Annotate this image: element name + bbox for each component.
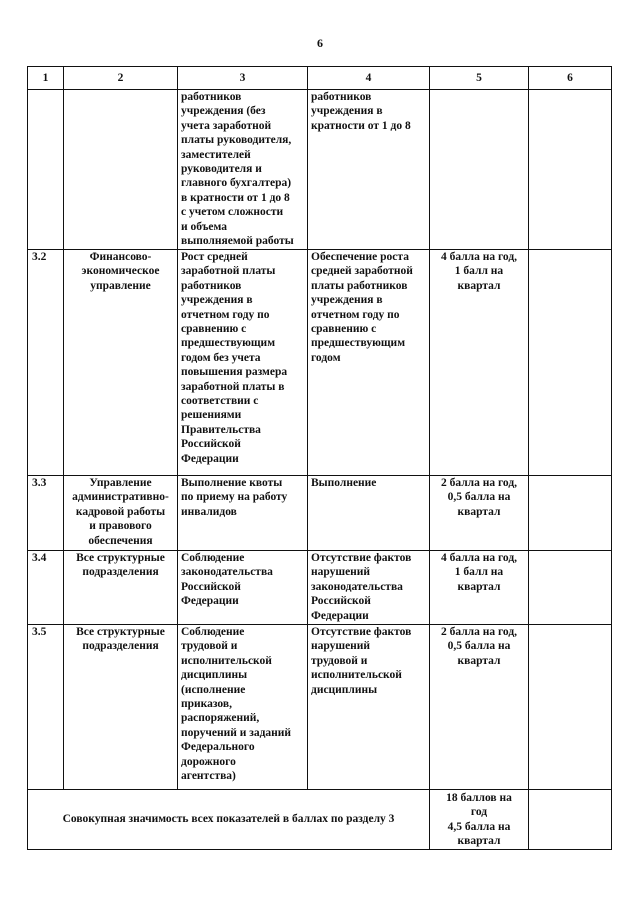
header-cell-6: 6: [529, 67, 612, 90]
note-cell: [529, 625, 612, 790]
score-text: 4 балла на год, 1 балл на квартал: [430, 250, 529, 476]
criterion-text: работников учреждения в кратности от 1 до 8: [308, 90, 430, 250]
header-cell-3: 3: [178, 67, 308, 90]
row-number: 3.5: [28, 625, 64, 790]
score-text: 4 балла на год, 1 балл на квартал: [430, 551, 529, 625]
header-cell-4: 4: [308, 67, 430, 90]
indicator-text: работников учреждения (без учета заработной платы руководителя, заместителей руководителя и главного бухгалтера) в кратности от 1 до 8 с учетом сложности и объема выполняемой работы: [178, 90, 308, 250]
criterion-text: Отсутствие фактов нарушений законодательства Российской Федерации: [308, 551, 430, 625]
row-number: 3.2: [28, 250, 64, 476]
table-row: [28, 476, 612, 551]
table-row: [28, 90, 612, 250]
header-cell-2: 2: [64, 67, 178, 90]
header-cell-1: 1: [28, 67, 64, 90]
table-row: [28, 551, 612, 625]
score-text: [430, 90, 529, 250]
note-cell: [529, 250, 612, 476]
note-cell: [529, 90, 612, 250]
score-text: 2 балла на год, 0,5 балла на квартал: [430, 625, 529, 790]
note-cell: [529, 476, 612, 551]
responsible-unit: Все структурные подразделения: [64, 625, 178, 790]
responsible-unit: Управление административно- кадровой работы и правового обеспечения: [64, 476, 178, 551]
responsible-unit: [64, 90, 178, 250]
indicator-text: Соблюдение трудовой и исполнительской дисциплины (исполнение приказов, распоряжений, поручений и заданий Федерального дорожного агентства): [178, 625, 308, 790]
row-number: 3.4: [28, 551, 64, 625]
header-cell-5: 5: [430, 67, 529, 90]
criterion-text: Выполнение: [308, 476, 430, 551]
row-number: 3.3: [28, 476, 64, 551]
score-text: 2 балла на год, 0,5 балла на квартал: [430, 476, 529, 551]
note-cell: [529, 551, 612, 625]
criterion-text: Обеспечение роста средней заработной платы работников учреждения в отчетном году по сравнению с предшествующим годом: [308, 250, 430, 476]
table-row: [28, 625, 612, 790]
indicator-text: Рост средней заработной платы работников учреждения в отчетном году по сравнению с предшествующим годом без учета повышения размера заработной платы в соответствии с решениями Правительства Российской Федерации: [178, 250, 308, 476]
total-score: 18 баллов на год 4,5 балла на квартал: [430, 790, 529, 850]
indicator-text: Соблюдение законодательства Российской Федерации: [178, 551, 308, 625]
total-note-cell: [529, 790, 612, 850]
row-number: [28, 90, 64, 250]
responsible-unit: Финансово- экономическое управление: [64, 250, 178, 476]
table-header-row: [28, 67, 612, 90]
criterion-text: Отсутствие фактов нарушений трудовой и исполнительской дисциплины: [308, 625, 430, 790]
table-row: [28, 250, 612, 476]
criteria-table: [27, 66, 612, 850]
indicator-text: Выполнение квоты по приему на работу инвалидов: [178, 476, 308, 551]
table-total-row: [28, 790, 612, 850]
page-number: 6: [317, 36, 323, 50]
responsible-unit: Все структурные подразделения: [64, 551, 178, 625]
total-label: Совокупная значимость всех показателей в баллах по разделу 3: [28, 790, 430, 850]
